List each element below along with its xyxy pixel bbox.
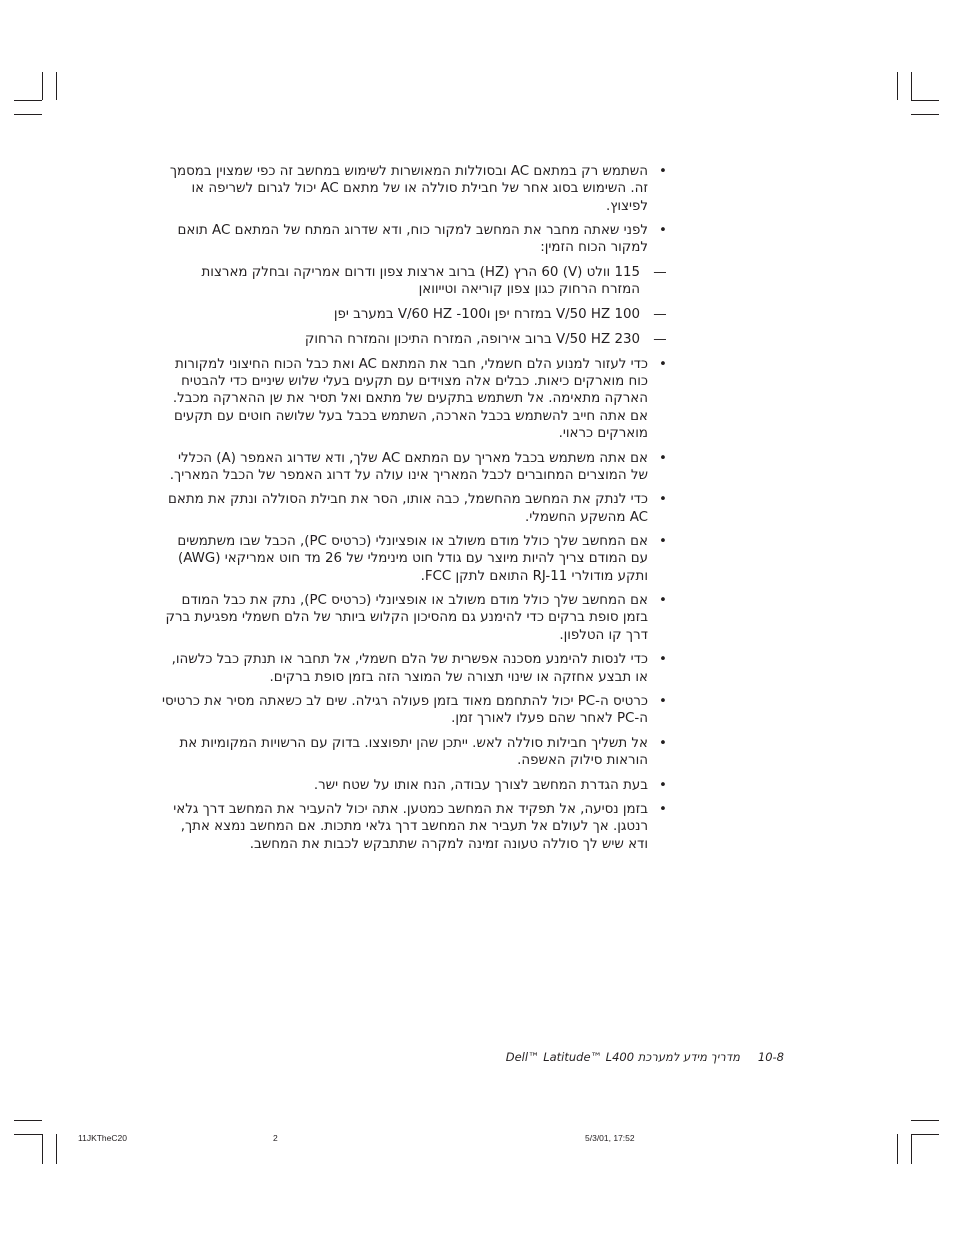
bullet-marker: • — [659, 164, 667, 179]
crop-mark — [911, 1134, 912, 1164]
bullet-marker: • — [659, 223, 667, 239]
bullet-list-item — [160, 735, 670, 770]
bullet-list-item — [160, 693, 670, 728]
page-footer — [506, 1050, 784, 1064]
bullet-marker: • — [659, 694, 667, 709]
list-item-text: כדי לעזור למנוע הלם חשמלי, חבר את המתאם AC ואת כבל הכוח החיצוני למקורות כוח מוארקים כיאות. כבלים אלה מצוידים עם תקעים בעלי שלוש שיניים כדי להבטיח הארקה מתאימה. אל תשתמש בתקעים של מתאם ואל תסיר את שן ההארקה מכבל. אם אתה חייב להשתמש בכבל הארכה, השתמש בכבל בעל שלושה חוטים עם תקעים מוארקים כראוי. — [172, 356, 648, 442]
dash-list-item — [160, 331, 670, 348]
list-item-text: לפני שאתה מחבר את המחשב למקור כוח, ודא שדרוג המתח של המתאם AC תואם למקור הכוח הזמין: — [177, 223, 648, 256]
list-item-text: 230 V/50 HZ ברוב אירופה, המזרח התיכון והמזרח הרחוק — [304, 331, 640, 347]
bullet-marker: • — [659, 735, 667, 751]
safety-instructions-list — [160, 163, 670, 860]
bullet-list-item — [160, 450, 670, 485]
slug-page: 2 — [273, 1133, 278, 1143]
list-item-text: כדי לנסות להימנע מסכנה אפשרית של הלם חשמלי, אל תחבר או תנתק כבל כלשהו, או תבצע אחזקה או שינוי תצורה של המוצר הזה בזמן סופת ברקים. — [171, 652, 648, 685]
dash-list-item — [160, 306, 670, 323]
crop-mark — [42, 1134, 43, 1164]
crop-mark — [42, 72, 43, 100]
bullet-list-item — [160, 356, 670, 442]
bullet-marker: • — [659, 777, 667, 793]
list-item-text: בזמן נסיעה, אל תפקיד את המחשב כמטען. אתה יכול להעביר את המחשב דרך גלאי רנטגן. אך לעולם אל תעביר את המחשב דרך גלאי מתכות. אם המחשב נמצא אתך, ודא שיש לך סוללה טעונה זמינה למקרה שתתבקש לכבות את המחשב. — [173, 802, 648, 852]
bullet-marker: • — [659, 593, 667, 609]
bullet-list-item — [160, 533, 670, 585]
list-item-text: בעת הגדרת המחשב לצורך עבודה, הנח אותו על שטח ישר. — [313, 777, 648, 793]
bullet-list-item — [160, 491, 670, 526]
list-item-text: אם אתה משתמש בכבל מאריך עם המתאם AC שלך, ודא שדרוג האמפר (A) הכללי של המוצרים המחוברים לכבל המאריך אינו עולה על דרוג האמפר של הכבל המאריך. — [169, 450, 648, 483]
bullet-list-item — [160, 801, 670, 853]
bullet-list-item — [160, 163, 670, 215]
bullet-marker: • — [659, 652, 667, 668]
list-item-text: השתמש רק במתאם AC ובסוללות המאושרות לשימוש במחשב זה כפי שמצוין במסמך זה. השימוש בסוג אחר של חבילת סוללה או של מתאם AC יכול לגרום לשריפה או לפיצוץ. — [169, 164, 648, 214]
crop-mark — [911, 100, 939, 101]
bullet-marker: • — [659, 492, 667, 508]
list-item-text: כדי לנתק את המחשב מהחשמל, כבה אותו, הסר את חבילת הסוללה ונתק את מתאם AC מהשקע החשמלי. — [168, 492, 648, 525]
dash-list-item — [160, 264, 670, 299]
crop-mark — [56, 1134, 57, 1164]
bullet-list-item — [160, 651, 670, 686]
page-number: 10-8 — [757, 1050, 784, 1064]
crop-mark — [14, 1134, 42, 1135]
bullet-list-item — [160, 777, 670, 794]
bullet-marker: • — [659, 534, 667, 550]
list-item-text: כרטיס ה-PC יכול להתחמם מאוד בזמן פעולה רגילה. שים לב כשאתה מסיר את כרטיסי ה-PC לאחר שהם פעלו לאורך זמן. — [161, 694, 648, 727]
crop-mark — [14, 100, 42, 101]
list-item-text: אם המחשב שלך כולל מודם משולב או אופציונלי (כרטיס PC), הכבל שבו משתמשים עם המודם צריך להיות מיוצר עם גודל חוט מינימלי של 26 מד חוט אמריקאי (AWG) ותקע מודולרי RJ-11 התואם לתקן FCC. — [177, 534, 648, 584]
crop-mark — [897, 1134, 898, 1164]
crop-mark — [911, 114, 939, 115]
crop-mark — [911, 1120, 939, 1121]
crop-mark — [14, 114, 42, 115]
bullet-list-item — [160, 592, 670, 644]
crop-mark — [911, 72, 912, 100]
slug-filename: 11JKTheC20 — [78, 1133, 127, 1143]
dash-marker: — — [653, 307, 667, 323]
bullet-marker: • — [659, 450, 667, 466]
list-item-text: 115 וולט (V) 60 הרץ (HZ) ברוב ארצות צפון ודרום אמריקה ובחלק מארצות המזרח הרחוק כגון צפון קוריאה וטייוואן — [201, 264, 640, 298]
crop-mark — [56, 72, 57, 100]
bullet-marker: • — [659, 356, 667, 372]
crop-mark — [911, 1134, 939, 1135]
crop-mark — [14, 1120, 42, 1121]
bullet-marker: • — [659, 802, 667, 818]
list-item-text: אל תשליך חבילות סוללה לאש. ייתכן שהן יתפוצצו. בדוק עם הרשויות המקומיות את הוראות סילוק האשפה. — [179, 735, 648, 769]
bullet-list-item — [160, 222, 670, 257]
manual-title: מדריך מידע למערכת Dell™ Latitude™ L400 — [505, 1050, 740, 1064]
crop-mark — [897, 72, 898, 100]
list-item-text: אם המחשב שלך כולל מודם משולב או אופציונלי (כרטיס PC), נתק את כבל המודם בזמן סופת ברקים כדי להימנע גם מהסיכון הקלוש ביותר של הלם חשמלי מפגיעת ברק דרך קו הטלפון. — [165, 593, 648, 643]
list-item-text: 100 V/50 HZ במזרח יפן ו100- V/60 HZ במערב יפן — [333, 307, 640, 323]
dash-marker: — — [653, 331, 667, 347]
dash-marker: — — [653, 264, 667, 280]
slug-date: 5/3/01, 17:52 — [585, 1133, 635, 1143]
